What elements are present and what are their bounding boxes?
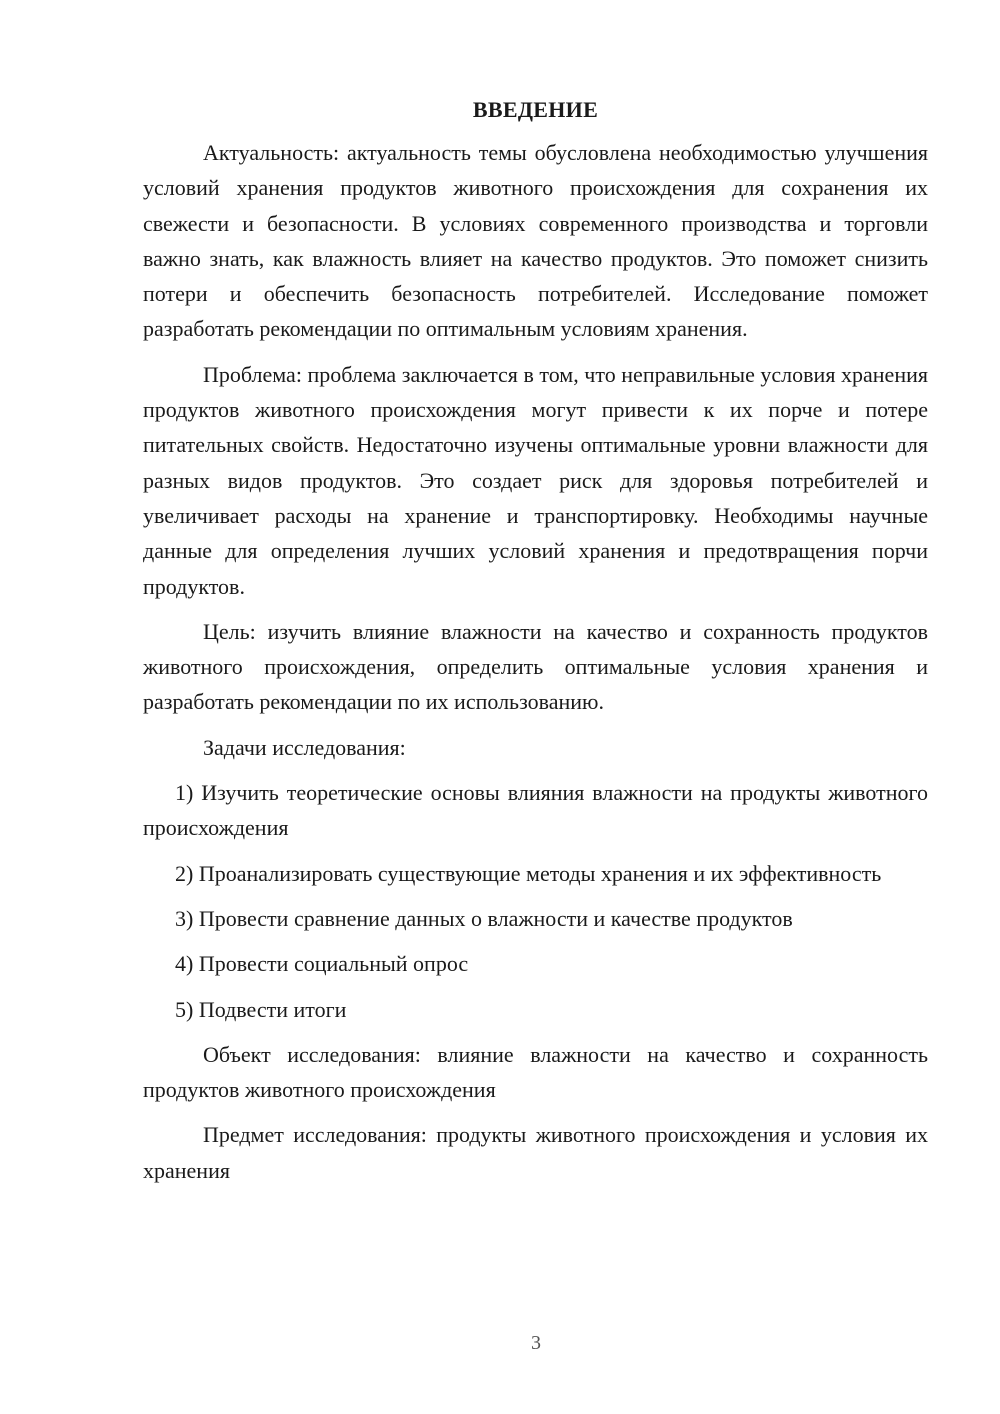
tasks-heading: Задачи исследования:: [203, 734, 406, 760]
task-item-2: 2) Проанализировать существующие методы хранения и их эффективность: [175, 860, 882, 886]
document-page: [143, 95, 928, 1198]
page-number: 3: [531, 1332, 541, 1354]
task-item-1: 1) Изучить теоретические основы влияния влажности на продукты животного происхождения: [143, 780, 928, 841]
task-item-5: 5) Подвести итоги: [175, 996, 347, 1022]
object-paragraph: Объект исследования: влияние влажности на качество и сохранность продуктов животного происхождения: [143, 1041, 928, 1103]
task-item-4: 4) Провести социальный опрос: [175, 951, 469, 977]
relevance-paragraph: Актуальность: актуальность темы обусловлена необходимостью улучшения условий хранения продуктов животного происхождения для сохранения их свежести и безопасности. В условиях современного производства и торговли важно знать, как влажность влияет на качество продуктов. Это поможет снизить потери и обеспечить безопасность потребителей. Исследование поможет разработать рекомендации по оптимальным условиям хранения.: [143, 140, 928, 342]
page-title: ВВЕДЕНИЕ: [472, 97, 599, 122]
goal-paragraph: Цель: изучить влияние влажности на качество и сохранность продуктов животного происхождения, определить оптимальные условия хранения и разработать рекомендации по их использованию.: [143, 618, 928, 715]
problem-paragraph: Проблема: проблема заключается в том, что неправильные условия хранения продуктов животного происхождения могут привести к их порче и потере питательных свойств. Недостаточно изучены оптимальные уровни влажности для разных видов продуктов. Это создает риск для здоровья потребителей и увеличивает расходы на хранение и транспортировку. Необходимы научные данные для определения лучших условий хранения и предотвращения порчи продуктов.: [143, 361, 928, 599]
subject-paragraph: Предмет исследования: продукты животного происхождения и условия их хранения: [143, 1122, 928, 1183]
task-item-3: 3) Провести сравнение данных о влажности и качестве продуктов: [175, 905, 793, 931]
